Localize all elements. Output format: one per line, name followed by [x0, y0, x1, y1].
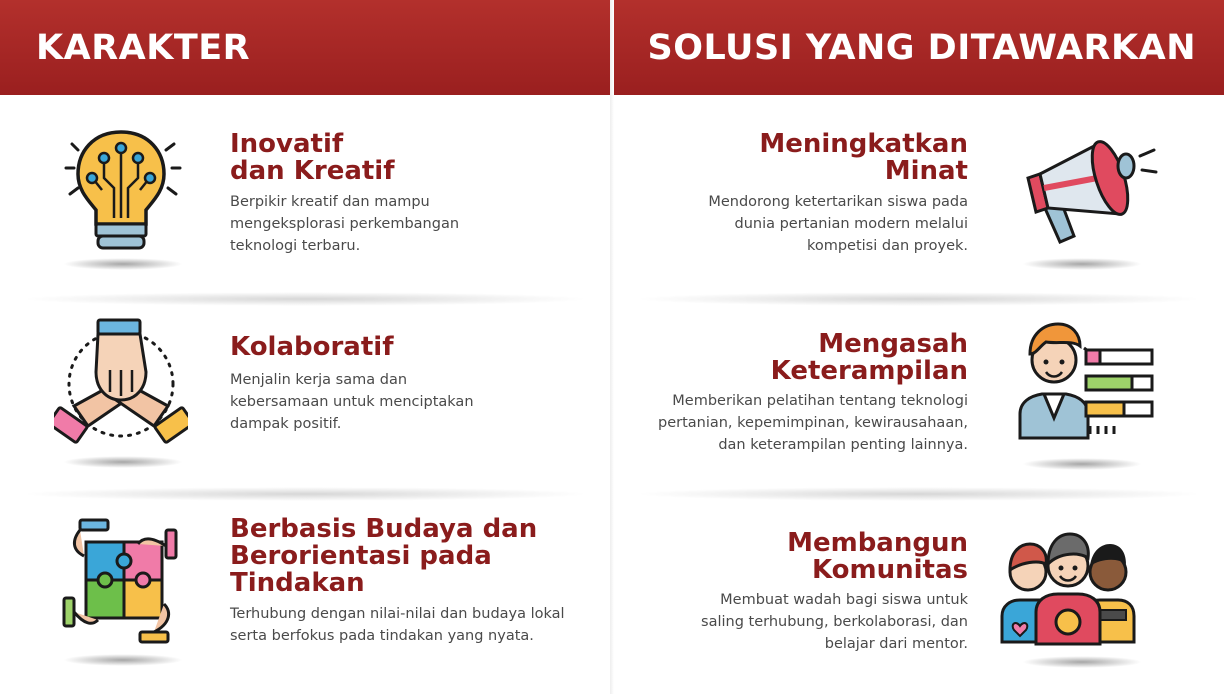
community-people-icon — [998, 530, 1138, 646]
header-karakter — [0, 0, 610, 95]
item-description: Mendorong ketertarikan siswa pada dunia pertanian modern melalui kompetisi dan proyek. — [708, 194, 968, 254]
icon-shadow — [63, 258, 183, 270]
item-description: Menjalin kerja sama dan kebersamaan untuk menciptakan dampak positif. — [230, 372, 474, 432]
icon-shadow — [1022, 656, 1142, 668]
item-title: Inovatif dan Kreatif — [230, 129, 395, 186]
item-title: Meningkatkan Minat — [759, 129, 968, 186]
megaphone-icon — [1014, 118, 1160, 248]
header-solusi — [614, 0, 1224, 95]
icon-shadow — [1022, 458, 1142, 470]
item-description: Berpikir kreatif dan mampu mengeksplorasi perkembangan teknologi terbaru. — [230, 194, 460, 254]
item-title: Berbasis Budaya dan Berorientasi pada Tindakan — [230, 514, 538, 598]
separator-shadow — [20, 292, 590, 306]
separator-shadow — [634, 292, 1204, 306]
item-description: Terhubung dengan nilai-nilai dan budaya lokal serta berfokus pada tindakan yang nyata. — [230, 606, 565, 644]
puzzle-hands-icon — [58, 516, 190, 646]
stacked-hands-icon — [54, 318, 188, 448]
separator-shadow — [634, 487, 1204, 501]
item-title: Membangun Komunitas — [787, 528, 968, 585]
icon-shadow — [63, 456, 183, 468]
presenter-chart-icon — [1014, 318, 1160, 446]
icon-shadow — [1022, 258, 1142, 270]
lightbulb-circuit-icon — [58, 128, 188, 258]
heading-solusi: SOLUSI YANG DITAWARKAN — [647, 28, 1196, 68]
item-title: Kolaboratif — [230, 332, 394, 362]
item-description: Memberikan pelatihan tentang teknologi pertanian, kepemimpinan, kewirausahaan, dan keterampilan penting lainnya. — [657, 393, 968, 453]
column-divider — [610, 0, 614, 694]
heading-karakter: KARAKTER — [36, 28, 251, 68]
icon-shadow — [63, 654, 183, 666]
item-title: Mengasah Keterampilan — [770, 329, 968, 386]
item-description: Membuat wadah bagi siswa untuk saling terhubung, berkolaborasi, dan belajar dari mentor. — [701, 592, 968, 652]
separator-shadow — [20, 487, 590, 501]
